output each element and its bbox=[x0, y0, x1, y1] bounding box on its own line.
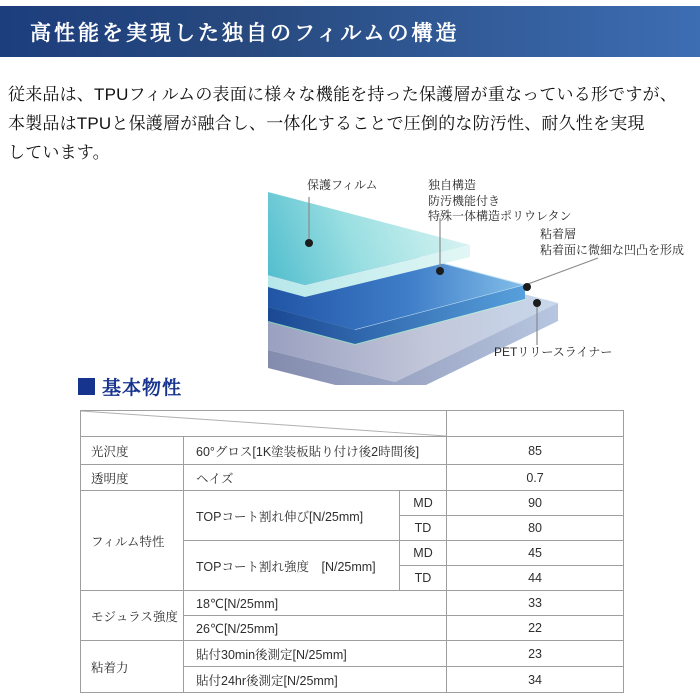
section-banner bbox=[0, 6, 700, 57]
table-row bbox=[81, 591, 624, 616]
film-stack-diagram bbox=[0, 170, 700, 385]
label-structure bbox=[428, 178, 572, 225]
test-adhesion30: 貼付30min後測定[N/25mm] bbox=[184, 641, 447, 667]
value-strength-td: 44 bbox=[447, 566, 624, 591]
table-row bbox=[81, 465, 624, 491]
category-haze: 透明度 bbox=[81, 465, 184, 491]
test-adhesion24: 貼付24hr後測定[N/25mm] bbox=[184, 667, 447, 693]
label-adhesive-line2: 粘着面に微細な凹凸を形成 bbox=[540, 242, 685, 257]
value-modulus26: 22 bbox=[447, 616, 624, 641]
test-strength: TOPコート割れ強度 [N/25mm] bbox=[184, 541, 400, 591]
value-adhesion24: 34 bbox=[447, 667, 624, 693]
section-heading bbox=[78, 373, 182, 400]
intro-paragraph bbox=[8, 80, 680, 167]
test-elongation: TOPコート割れ伸び[N/25mm] bbox=[184, 491, 400, 541]
value-elongation-td: 80 bbox=[447, 516, 624, 541]
category-gloss: 光沢度 bbox=[81, 437, 184, 465]
section-square-icon bbox=[78, 378, 95, 395]
banner-title: 高性能を実現した独自のフィルムの構造 bbox=[30, 19, 460, 45]
test-modulus26: 26℃[N/25mm] bbox=[184, 616, 447, 641]
intro-line-1: 従来品は、TPUフィルムの表面に様々な機能を持った保護層が重なっている形ですが、 bbox=[8, 85, 677, 104]
value-strength-md: 45 bbox=[447, 541, 624, 566]
category-film: フィルム特性 bbox=[81, 491, 184, 591]
dir-elongation-td: TD bbox=[400, 516, 447, 541]
table-row bbox=[81, 491, 624, 516]
category-modulus: モジュラス強度 bbox=[81, 591, 184, 641]
intro-line-3: しています。 bbox=[8, 143, 110, 162]
intro-line-2: 本製品はTPUと保護層が融合し、一体化することで圧倒的な防汚性、耐久性を実現 bbox=[8, 114, 645, 133]
header-diagonal-cell bbox=[81, 411, 447, 437]
dir-strength-td: TD bbox=[400, 566, 447, 591]
table-row bbox=[81, 641, 624, 667]
category-adhesion: 粘着力 bbox=[81, 641, 184, 693]
table-header-row bbox=[81, 411, 624, 437]
label-pet-liner: PETリリースライナー bbox=[494, 345, 613, 359]
label-adhesive bbox=[540, 227, 684, 258]
label-structure-line1: 独自構造 bbox=[428, 178, 477, 192]
value-modulus18: 33 bbox=[447, 591, 624, 616]
value-gloss: 85 bbox=[447, 437, 624, 465]
dir-elongation-md: MD bbox=[400, 491, 447, 516]
test-haze: ヘイズ bbox=[184, 465, 447, 491]
value-adhesion30: 23 bbox=[447, 641, 624, 667]
label-protective-film: 保護フィルム bbox=[307, 178, 378, 192]
diagonal-line bbox=[81, 411, 446, 436]
value-elongation-md: 90 bbox=[447, 491, 624, 516]
test-gloss: 60°グロス[1K塗装板貼り付け後2時間後] bbox=[184, 437, 447, 465]
dir-strength-md: MD bbox=[400, 541, 447, 566]
label-structure-line2: 防汚機能付き bbox=[428, 193, 501, 208]
section-title: 基本物性 bbox=[102, 378, 183, 399]
product-column-header: ECHELON Headlight PPF bbox=[447, 411, 624, 437]
table-row bbox=[81, 437, 624, 465]
value-haze: 0.7 bbox=[447, 465, 624, 491]
label-structure-line3: 特殊一体構造ポリウレタン bbox=[428, 209, 572, 223]
label-adhesive-line1: 粘着層 bbox=[540, 227, 577, 241]
test-modulus18: 18℃[N/25mm] bbox=[184, 591, 447, 616]
spec-table bbox=[80, 410, 624, 693]
